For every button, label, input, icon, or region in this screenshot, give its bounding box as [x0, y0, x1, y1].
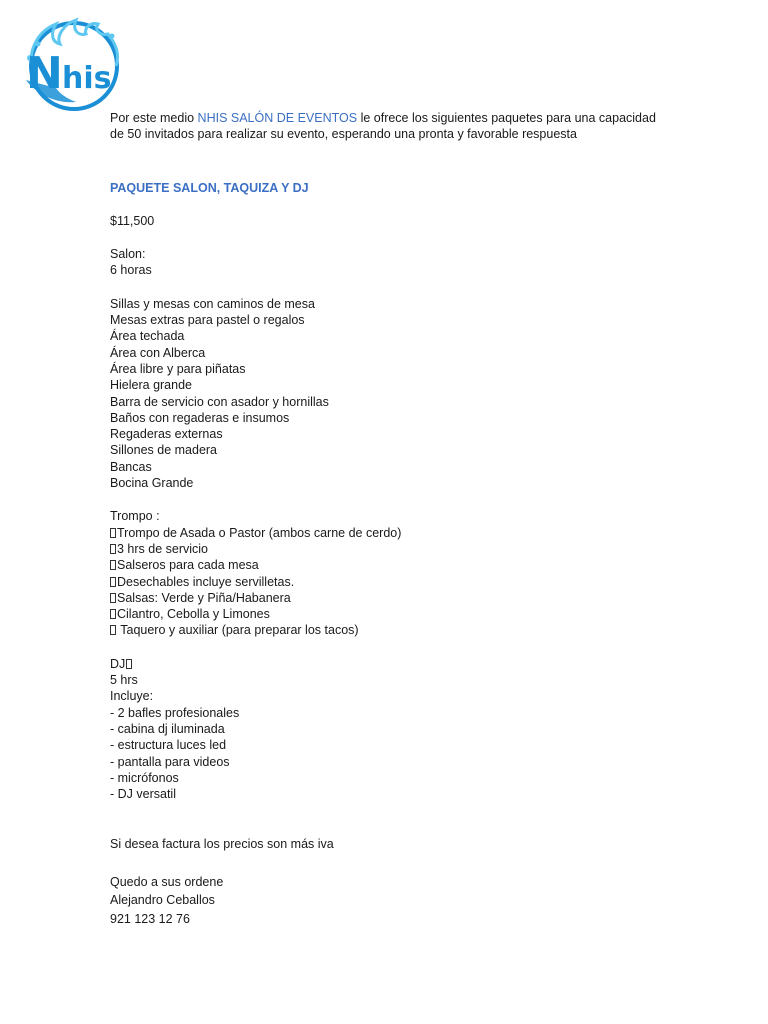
missing-glyph-icon: [126, 659, 132, 669]
trompo-label: Trompo :: [110, 509, 160, 524]
missing-glyph-icon: [110, 528, 116, 538]
list-item: 3 hrs de servicio: [110, 541, 670, 557]
list-item: - DJ versatil: [110, 787, 176, 802]
svg-text:N: N: [26, 48, 63, 99]
intro-prefix: Por este medio: [110, 111, 198, 125]
salon-label: Salon:: [110, 247, 146, 262]
intro-line1-suffix: le ofrece los siguientes paquetes para una capacidad: [357, 111, 656, 125]
svg-text:his: his: [62, 61, 112, 96]
document-body: [110, 110, 670, 928]
list-item: Salsas: Verde y Piña/Habanera: [110, 590, 670, 606]
missing-glyph-icon: [110, 577, 116, 587]
dj-label: DJ: [110, 656, 670, 672]
closing-block: [110, 873, 670, 929]
list-item: Barra de servicio con asador y hornillas: [110, 394, 329, 409]
tax-note: Si desea factura los precios son más iva: [110, 837, 334, 852]
list-item: Sillas y mesas con caminos de mesa: [110, 296, 315, 311]
salon-items-list: [110, 296, 670, 492]
missing-glyph-icon: [110, 609, 116, 619]
list-item: Mesas extras para pastel o regalos: [110, 313, 305, 328]
list-item: Trompo de Asada o Pastor (ambos carne de cerdo): [110, 525, 670, 541]
list-item: Regaderas externas: [110, 427, 223, 442]
trompo-section: [110, 508, 670, 638]
list-item: Bancas: [110, 459, 152, 474]
list-item: Sillones de madera: [110, 443, 218, 458]
dj-section: [110, 656, 670, 803]
company-name: NHIS SALÓN DE EVENTOS: [197, 111, 358, 125]
list-item: - pantalla para videos: [110, 754, 230, 769]
list-item: Cilantro, Cebolla y Limones: [110, 606, 670, 622]
list-item: Área techada: [110, 329, 185, 344]
intro-paragraph: [110, 110, 670, 143]
missing-glyph-icon: [110, 625, 116, 635]
missing-glyph-icon: [110, 544, 116, 554]
intro-line2: de 50 invitados para realizar su evento, esperando una pronta y favorable respuesta: [110, 127, 577, 142]
list-item: Área con Alberca: [110, 345, 206, 360]
list-item: - 2 bafles profesionales: [110, 705, 240, 720]
salon-duration: 6 horas: [110, 263, 152, 278]
dj-includes-label: Incluye:: [110, 689, 154, 704]
missing-glyph-icon: [110, 560, 116, 570]
list-item: Área libre y para piñatas: [110, 361, 246, 376]
dj-duration: 5 hrs: [110, 673, 138, 688]
missing-glyph-icon: [110, 593, 116, 603]
list-item: - micrófonos: [110, 770, 179, 785]
package-title: PAQUETE SALON, TAQUIZA Y DJ: [110, 180, 309, 195]
package-price: $11,500: [110, 213, 155, 228]
list-item: Hielera grande: [110, 378, 192, 393]
list-item: Baños con regaderas e insumos: [110, 410, 290, 425]
closing-line: Quedo a sus ordene: [110, 874, 224, 889]
nhis-logo: [16, 14, 128, 114]
list-item: - estructura luces led: [110, 738, 227, 753]
list-item: - cabina dj iluminada: [110, 721, 225, 736]
list-item: Taquero y auxiliar (para preparar los tacos): [110, 622, 670, 638]
signer-phone: 921 123 12 76: [110, 911, 190, 926]
list-item: Desechables incluye servilletas.: [110, 574, 670, 590]
salon-section: [110, 246, 670, 279]
list-item: Salseros para cada mesa: [110, 557, 670, 573]
list-item: Bocina Grande: [110, 476, 194, 491]
signer-name: Alejandro Ceballos: [110, 893, 215, 908]
